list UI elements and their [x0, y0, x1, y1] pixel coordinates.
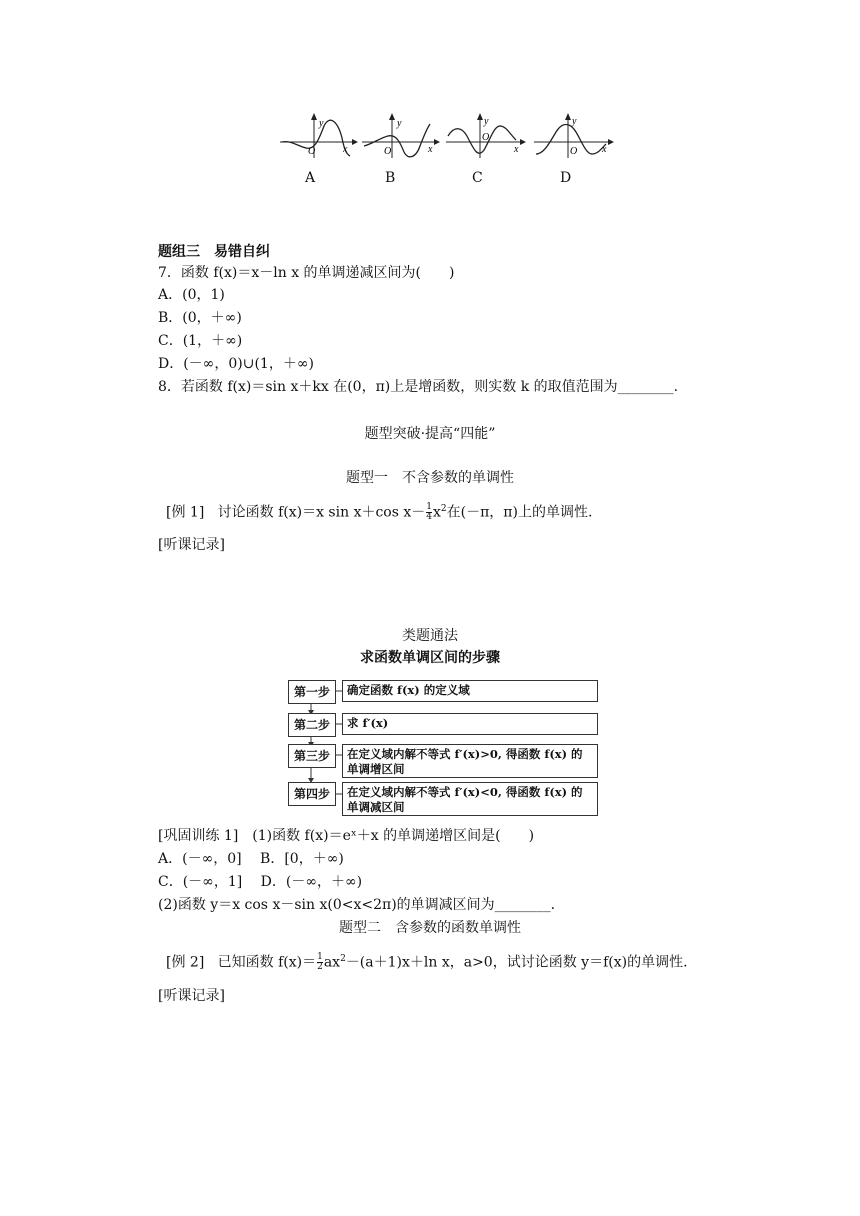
- example2-sup: 2: [340, 954, 346, 964]
- step-1-text: 确定函数 f(x) 的定义域: [342, 680, 598, 702]
- graph-label-a: A: [305, 170, 316, 186]
- graph-d-y-label: y: [572, 116, 577, 127]
- example1-frac-num: 1: [426, 502, 432, 513]
- example2-tag: [例 2]: [166, 954, 205, 971]
- graph-b-y-label: y: [397, 118, 402, 129]
- step-4-text: 在定义域内解不等式 f′(x)<0, 得函数 f(x) 的单调减区间: [342, 782, 598, 816]
- graph-d-origin: O: [570, 146, 578, 157]
- graph-b-origin: O: [384, 146, 392, 157]
- example1-text-c: 在(－π，π)上的单调性.: [446, 504, 593, 521]
- group3-title: 题组三 易错自纠: [158, 244, 270, 260]
- example1-notes: [听课记录]: [158, 537, 225, 553]
- example1-fraction: [426, 503, 432, 522]
- drill1-stem: [巩固训练 1] (1)函数 f(x)＝eˣ＋x 的单调递增区间是( ): [158, 828, 535, 844]
- graph-c: [446, 112, 526, 160]
- example2-fraction: [317, 953, 323, 972]
- example1-frac-den: 4: [426, 512, 432, 523]
- drill1-options-row1: A．(－∞，0] B．[0，＋∞): [158, 851, 344, 867]
- example2-text-c: －(a＋1)x＋ln x，a>0，试讨论函数 y＝f(x)的单调性.: [345, 954, 688, 971]
- method-title: 类题通法: [402, 628, 458, 644]
- q7-option-b: B．(0，＋∞): [158, 310, 242, 326]
- graph-c-y-label: y: [484, 116, 489, 127]
- method-subtitle: 求函数单调区间的步骤: [360, 650, 500, 666]
- step-4-tag: 第四步: [288, 782, 336, 806]
- q7-option-d: D．(－∞，0)∪(1，＋∞): [158, 356, 314, 372]
- type2-title: 题型二 含参数的函数单调性: [339, 920, 521, 936]
- example2: [166, 947, 688, 975]
- section-title: 题型突破·提高“四能”: [364, 426, 496, 442]
- q7-option-c: C．(1，＋∞): [158, 333, 243, 349]
- drill1-part2: (2)函数 y＝x cos x－sin x(0<x<2π)的单调减区间为________.: [158, 897, 556, 913]
- q8-stem: 8．若函数 f(x)＝sin x＋kx 在(0，π)上是增函数，则实数 k 的取值范围为________.: [158, 379, 679, 395]
- graph-d-x-label: x: [602, 144, 607, 155]
- graph-c-x-label: x: [514, 144, 519, 155]
- step-2-text: 求 f′(x): [342, 713, 598, 735]
- example2-frac-num: 1: [317, 952, 323, 963]
- q7-stem: 7．函数 f(x)＝x－ln x 的单调递减区间为( ): [158, 265, 455, 281]
- step-1-tag: 第一步: [288, 680, 336, 704]
- example1-tag: [例 1]: [166, 504, 205, 521]
- steps-flowchart: [288, 680, 602, 812]
- graph-label-c: C: [472, 170, 483, 186]
- step-3-tag: 第三步: [288, 744, 336, 768]
- graph-label-d: D: [560, 170, 572, 186]
- example1: [166, 497, 592, 525]
- example1-text-a: 讨论函数 f(x)＝x sin x＋cos x－: [217, 504, 426, 521]
- example2-notes: [听课记录]: [158, 988, 225, 1004]
- graph-a-origin: O: [308, 146, 316, 157]
- example1-text-b: x: [433, 504, 441, 521]
- graph-label-b: B: [385, 170, 396, 186]
- type1-title: 题型一 不含参数的单调性: [346, 470, 514, 486]
- q7-option-a: A．(0，1): [158, 287, 225, 303]
- step-3-text: 在定义域内解不等式 f′(x)>0, 得函数 f(x) 的单调增区间: [342, 744, 598, 778]
- example2-text-b: ax: [323, 954, 341, 971]
- graph-a-x-label: x: [343, 144, 348, 155]
- graph-a: [280, 112, 358, 160]
- example2-text-a: 已知函数 f(x)＝: [217, 954, 317, 971]
- graph-a-y-label: y: [319, 118, 324, 129]
- example2-frac-den: 2: [317, 962, 323, 973]
- graph-b-x-label: x: [428, 144, 433, 155]
- step-2-tag: 第二步: [288, 713, 336, 737]
- example1-sup: 2: [440, 504, 447, 514]
- graph-c-origin: O: [482, 132, 490, 143]
- graph-b: [362, 112, 440, 160]
- drill1-options-row2: C．(－∞，1] D．(－∞，＋∞): [158, 874, 363, 890]
- graph-d: [534, 112, 614, 160]
